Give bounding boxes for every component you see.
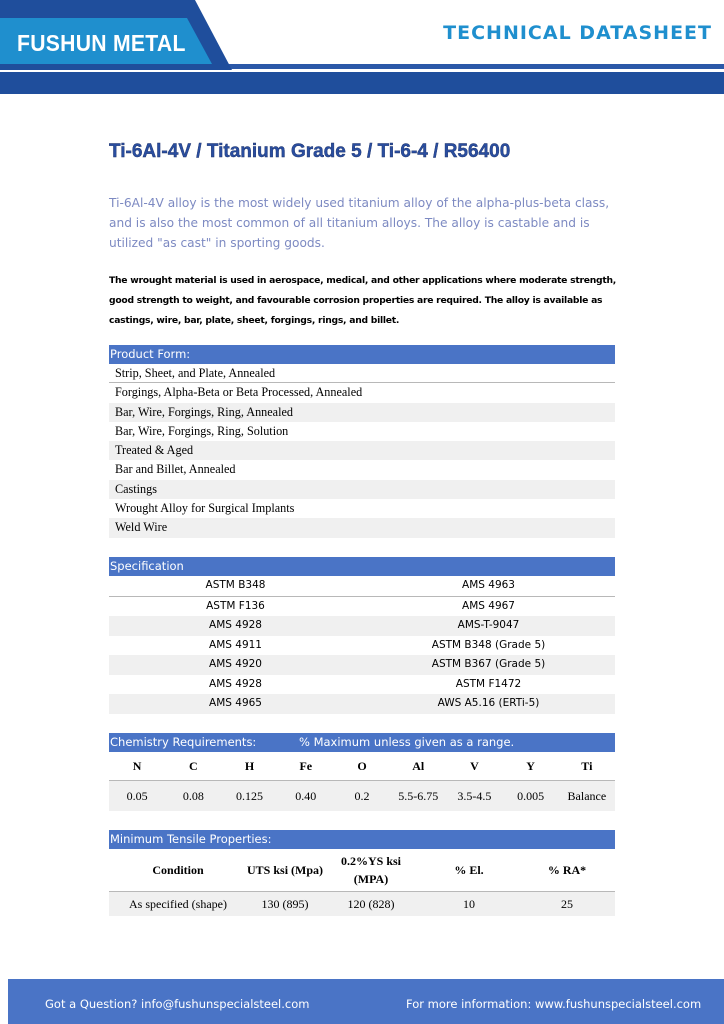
table-cell: 0.05 (126, 789, 148, 803)
product-form-list (109, 364, 615, 538)
table-cell: AMS 4965 (209, 697, 262, 709)
table-row (109, 675, 615, 695)
column-header: Ti (581, 759, 593, 773)
table-cell: AWS A5.16 (ERTi-5) (437, 697, 540, 709)
specification-table (109, 576, 615, 714)
table-cell: ASTM B348 (Grade 5) (431, 638, 546, 651)
chemistry-note: % Maximum unless given as a range. (299, 735, 515, 749)
table-row (109, 616, 615, 636)
table-cell: As specified (shape) (129, 897, 227, 911)
table-cell: ASTM F136 (206, 599, 265, 612)
table-row (109, 636, 615, 656)
column-header: % El. (454, 863, 484, 877)
table-cell: 0.125 (236, 789, 264, 803)
table-row (109, 655, 615, 675)
column-header: % RA* (547, 863, 587, 877)
list-item: Wrought Alloy for Surgical Implants (115, 501, 295, 516)
column-header: Al (412, 759, 425, 773)
table-cell: ASTM B367 (Grade 5) (431, 658, 546, 670)
table-cell: 120 (828) (347, 897, 395, 911)
table-cell: AMS 4928 (209, 677, 262, 690)
chemistry-table (109, 752, 615, 811)
logo (0, 0, 230, 72)
tensile-heading: Minimum Tensile Properties: (109, 830, 615, 849)
chemistry-heading-label: Chemistry Requirements: (110, 735, 257, 749)
column-header: Fe (299, 759, 313, 773)
column-header: Y (526, 759, 535, 773)
list-item: Treated & Aged (109, 441, 615, 460)
list-item: Bar and Billet, Annealed (115, 462, 236, 477)
column-header: Condition (152, 863, 204, 877)
table-cell: 10 (463, 897, 475, 911)
table-row (109, 781, 615, 811)
table-cell: 0.08 (182, 789, 204, 803)
list-item: Forgings, Alpha-Beta or Beta Processed, Annealed (115, 385, 363, 400)
footer-contact-email[interactable]: Got a Question? info@fushunspecialsteel.com (45, 997, 310, 1011)
table-cell: AMS 4928 (209, 619, 262, 631)
column-header: 0.2%YS ksi (MPA) (340, 854, 402, 886)
table-cell: AMS-T-9047 (457, 619, 520, 631)
column-header: N (132, 759, 142, 773)
chemistry-heading (109, 733, 615, 752)
table-cell: 0.2 (354, 789, 370, 803)
table-cell: Balance (567, 789, 607, 803)
intro-paragraph: Ti-6Al-4V alloy is the most widely used titanium alloy of the alpha-plus-beta class, and is also the most common of all titanium alloys. The alloy is castable and is utilized "as cast" in sporting goods. (109, 196, 610, 250)
table-cell: AMS 4963 (462, 579, 515, 591)
table-header-row (109, 849, 615, 892)
logo-text: FUSHUN METAL (17, 30, 186, 56)
list-item: Castings (109, 480, 615, 499)
footer-website-link[interactable]: For more information: www.fushunspecialsteel.com (406, 997, 702, 1011)
table-cell: 25 (561, 897, 573, 911)
table-header-row (109, 752, 615, 781)
table-cell: AMS 4911 (209, 638, 262, 651)
table-cell: 0.40 (295, 789, 317, 803)
table-row (109, 694, 615, 714)
table-row (109, 576, 615, 597)
table-cell: ASTM B348 (205, 579, 266, 591)
table-cell: 3.5-4.5 (457, 789, 492, 803)
page-title: Ti-6Al-4V / Titanium Grade 5 / Ti-6-4 / R56400 (109, 141, 511, 162)
table-cell: AMS 4967 (462, 599, 515, 612)
column-header: UTS ksi (Mpa) (247, 863, 324, 877)
specification-heading: Specification (109, 557, 615, 576)
table-cell: ASTM F1472 (455, 677, 522, 690)
tensile-table (109, 849, 615, 916)
table-row (109, 892, 615, 916)
column-header: H (244, 759, 255, 773)
column-header: V (470, 759, 479, 773)
table-row (109, 597, 615, 617)
document-type-label: TECHNICAL DATASHEET (443, 22, 712, 44)
column-header: O (357, 759, 367, 773)
column-header: C (188, 759, 198, 773)
table-cell: 5.5-6.75 (398, 789, 439, 803)
table-cell: 0.005 (517, 789, 545, 803)
list-item: Strip, Sheet, and Plate, Annealed (109, 364, 615, 383)
list-item: Bar, Wire, Forgings, Ring, Solution (115, 423, 289, 438)
list-item: Weld Wire (109, 518, 615, 537)
product-form-heading: Product Form: (109, 345, 615, 364)
table-cell: AMS 4920 (209, 658, 262, 670)
body-paragraph: The wrought material is used in aerospace, medical, and other applications where moderate strength, good strength to weight, and favourable corrosion properties are required. The alloy is available as castings, wire, bar, plate, sheet, forgings, rings, and billet. (109, 275, 617, 326)
list-item: Bar, Wire, Forgings, Ring, Annealed (109, 403, 615, 422)
table-cell: 130 (895) (261, 897, 309, 911)
